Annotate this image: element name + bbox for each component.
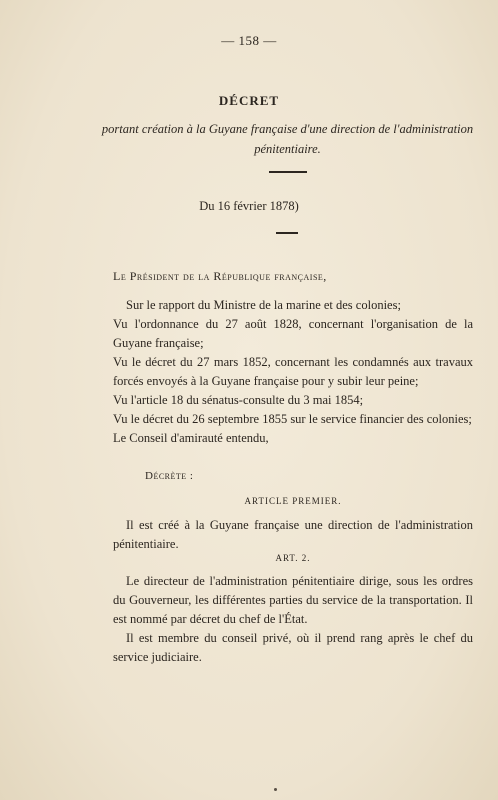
- page-mark: [274, 788, 277, 791]
- president-line: Le Président de la République française,: [113, 269, 327, 283]
- article-1-heading: ARTICLE PREMIER.: [244, 496, 342, 506]
- article-2-text: [113, 572, 473, 667]
- article-2-heading: ART. 2.: [275, 553, 311, 563]
- title-rule: [269, 171, 307, 173]
- decrete-heading: Décrète :: [145, 470, 194, 482]
- decree-title: DÉCRET: [218, 93, 280, 108]
- considerant-conseil: Le Conseil d'amirauté entendu,: [113, 431, 269, 445]
- article-1-paragraph: Il est créé à la Guyane française une direction de l'administration pénitentiaire.: [113, 518, 473, 551]
- article-2-paragraph-1: Le directeur de l'administration pénitentiaire dirige, sous les ordres du Gouverneur, les différentes parties du service de la transportation. Il est nommé par décret du chef de l'État.: [113, 574, 473, 626]
- considerant-senatus-consulte: Vu l'article 18 du sénatus-consulte du 3 mai 1854;: [113, 393, 364, 407]
- considerant-decret-1855: Vu le décret du 26 septembre 1855 sur le service financier des colonies;: [113, 412, 472, 426]
- considerant-decret-1852: Vu le décret du 27 mars 1852, concernant les condamnés aux travaux forcés envoyés à la Guyane française pour y subir leur peine;: [113, 355, 473, 388]
- article-2-paragraph-2: Il est membre du conseil privé, où il prend rang après le chef du service judiciaire.: [113, 631, 473, 664]
- decree-subtitle: portant création à la Guyane française d'une direction de l'administration pénitentiaire.: [101, 122, 474, 156]
- page-number: — 158 —: [221, 33, 277, 48]
- article-1-text: [113, 516, 473, 554]
- considerants-block: [113, 296, 473, 448]
- date-rule: [276, 232, 298, 234]
- considerant-ordonnance: Vu l'ordonnance du 27 août 1828, concernant l'organisation de la Guyane française;: [113, 317, 473, 350]
- considerant-rapport: Sur le rapport du Ministre de la marine et des colonies;: [126, 298, 401, 312]
- decree-date: Du 16 février 1878): [199, 199, 299, 213]
